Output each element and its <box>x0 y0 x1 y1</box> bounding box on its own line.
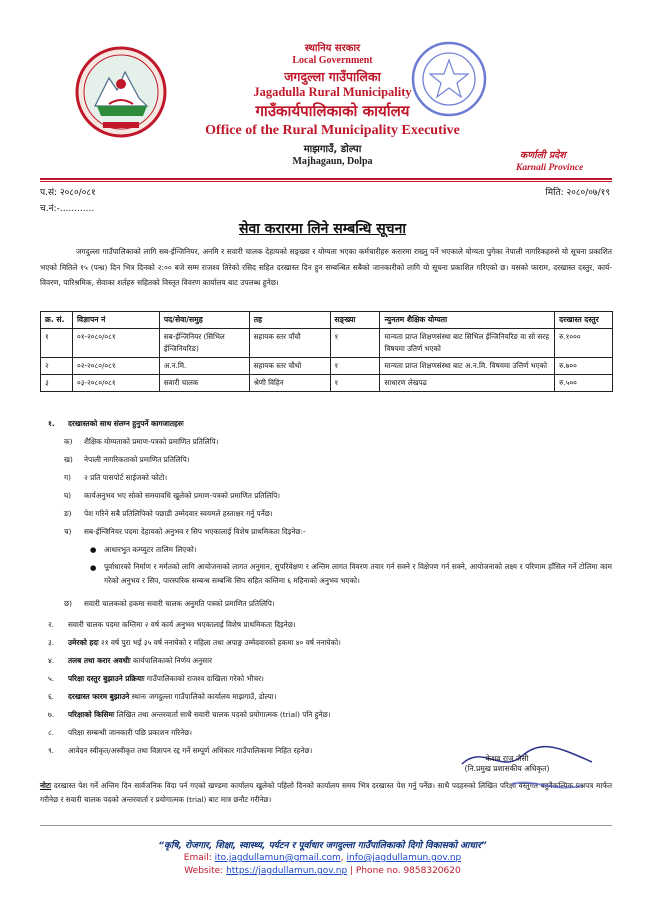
point-number: ४. <box>48 656 55 665</box>
doc-item-key: च) <box>64 527 72 536</box>
table-header-cell: क्र. सं. <box>41 312 73 329</box>
doc-item-text: २ प्रति पासपोर्ट साईजको फोटो। <box>84 473 168 482</box>
footer-website-line: Website: https://jagdullamun.gov.np | Phone no. 9858320620 <box>184 866 461 876</box>
point-number: ६. <box>48 692 55 701</box>
doc-item-key: छ) <box>64 599 72 608</box>
dispatch-number: च.नं:-............ <box>40 204 95 214</box>
table-cell: १ <box>330 329 380 358</box>
point-number: ९. <box>48 746 55 755</box>
point-number: २. <box>48 620 55 629</box>
point-number: ७. <box>48 710 55 719</box>
table-header-row <box>41 312 613 329</box>
website-link[interactable]: https://jagdullamun.gov.np <box>226 866 348 876</box>
header-office-np: गाउँकार्यपालिकाको कार्यालय <box>255 102 410 120</box>
table-cell: ०३-२०८०/०८१ <box>72 375 159 392</box>
table-cell: ०१-२०८०/०८१ <box>72 329 159 358</box>
bullet-item-text: आधारभुत कम्प्युटर तालिम लिएको। <box>104 545 197 554</box>
table-cell: श्रेणी विहिन <box>249 375 330 392</box>
point-text: परिक्षा दस्तुर बुझाउने प्रक्रियाः गाउँपालिकाको राजश्व दाखिला गरेको भौचर। <box>68 674 264 683</box>
doc-item-text: कार्यअनुभव भए सोको समयावधि खुलेको प्रमाण-पत्रको प्रमाणित प्रतिलिपि। <box>84 491 281 500</box>
table-header-cell: न्युनतम शैक्षिक योग्यता <box>380 312 555 329</box>
point-number: ३. <box>48 638 55 647</box>
doc-item-key: ङ) <box>64 509 72 518</box>
province-name-np: कर्णाली प्रदेश <box>520 150 566 161</box>
header-local-gov-en: Local Government <box>292 55 373 66</box>
bullet-icon: ● <box>90 545 97 554</box>
footer-email-line: Email: ito.jagdullamun@gmail.com, info@jagdullamun.gov.np <box>183 853 462 863</box>
doc-item-text: शैक्षिक योग्यताको प्रमाण-पत्रको प्रमाणित प्रतिलिपि। <box>84 437 219 446</box>
table-cell: अ.न.मि. <box>159 358 249 375</box>
nepal-emblem-icon <box>73 44 169 140</box>
point-text: आवेदन स्वीकृत/अस्वीकृत तथा विज्ञापन रद्द गर्ने सम्पूर्ण अधिकार गाउँपालिकामा निहित रहनेछ। <box>68 746 313 755</box>
header-local-gov-np: स्थानिय सरकार <box>304 43 361 54</box>
table-header-cell: तह <box>249 312 330 329</box>
footer-divider <box>40 825 612 826</box>
point-number: ८. <box>48 728 55 737</box>
header-office-en: Office of the Rural Municipality Executive <box>205 123 460 138</box>
bullet-item-text: पूर्वाधारको निर्माण र मर्मतको लागि आयोजनाको लागत अनुमान, सुपरिवेक्षण र अन्तिम लागत विवरण तयार गर्न सक्ने र विक्षेपण गर्न सक्ने, आयोजनाको लक्ष्य र परिणाम हाँसिल गर्ने टोलिमा काम गरेको अनुभव र सिप, पारस्परिक सम्बन्ध सम्बन्धि सिप सहित कम्तिमा ६ महिनाको अनुभव भएको। <box>104 562 612 585</box>
doc-item-key: ग) <box>64 473 71 482</box>
table-row <box>41 375 613 392</box>
docs-heading-number: १. <box>48 419 55 428</box>
table-cell: रु.५०० <box>555 375 613 392</box>
signatory-block <box>442 754 572 774</box>
point-text: उमेरको हदः २१ वर्ष पुरा भई ३५ वर्ष ननाघेको र महिला तथा अपाङ्ग उम्मेदवारको हकमा ४० वर्ष ननाघेको। <box>68 638 341 647</box>
table-cell: १ <box>330 375 380 392</box>
doc-item-key: घ) <box>64 491 72 500</box>
table-row <box>41 329 613 358</box>
note-paragraph: नोटः दरखास्त पेश गर्ने अन्तिम दिन सार्वजनिक विदा पर्न गएको खण्डमा कार्यालय खुलेको पहिलो दिनको कार्यालय समय भित्र दरखास्त पेश गर्नु पर्नेछ। साथै पदहरुको लिखित परिक्षा वस्तुगत बहुवैकल्पिक प्रश्नपत्र मार्फत गरीनेछ र सवारी चालक पदको अन्तरवार्ता र प्रयोगात्मक (trial) बाट मात्र छनौट गरीनेछ। <box>40 781 612 804</box>
table-cell: मान्यता प्राप्त शिक्षणसंस्था बाट सिभिल ईन्जिनियरिङ वा सो सरह विषयमा उतिर्ण भएको <box>380 329 555 358</box>
header-address-np: माझगाउँ, डोल्पा <box>303 144 362 155</box>
email-link-2[interactable]: info@jagdullamun.gov.np <box>346 853 462 863</box>
table-cell: साधारण लेखपढ <box>380 375 555 392</box>
table-cell: २ <box>41 358 73 375</box>
point-text: दरखास्त फारम बुझाउने स्थानः जगदुल्ला गाउँपालिको कार्यालय माझगाउँ, डोल्पा। <box>68 692 277 701</box>
table-row <box>41 358 613 375</box>
point-text: सवारी चालक पदमा कम्तिमा २ वर्ष कार्य अनुभव भएकालाई विशेष प्राथमिकता दिइनेछ। <box>68 620 296 629</box>
table-cell: मान्यता प्राप्त शिक्षणसंस्था बाट अ.न.मि. विषयमा उत्तिर्ण भएको <box>380 358 555 375</box>
vacancy-table <box>40 311 613 392</box>
table-header-cell: पद/सेवा/समुह <box>159 312 249 329</box>
doc-item-key: क) <box>64 437 73 446</box>
header-municipality-np: जगदुल्ला गाउँपालिका <box>284 69 381 84</box>
bullet-icon: ● <box>90 563 97 572</box>
office-seal-stamp <box>404 36 494 122</box>
point-text: परिक्षाको किसिमः लिखित तथा अन्तरवार्ता साथै सवारी चालक पदको प्रयोगात्मक (trial) पनि हुनेछ। <box>68 710 331 719</box>
table-header-cell: विज्ञापन नं <box>72 312 159 329</box>
table-cell: रु.१००० <box>555 329 613 358</box>
point-text: परिक्षा सम्बन्धी जानकारी पछि प्रकाशन गरिनेछ। <box>68 728 193 737</box>
point-text: तलब तथा करार अवधीः कार्यपालिकाको निर्णय अनुसार <box>68 656 212 665</box>
doc-item-text: सब-ईन्जिनियर पदमा देहायको अनुभव र सिप भएकालाई विशेष प्राथमिकता दिइनेछ:- <box>84 527 306 536</box>
signatory-name: केशव राज जैसी <box>485 754 529 763</box>
letter-date: मिति: २०८०/०७/१९ <box>545 188 610 198</box>
header-municipality-en: Jagadulla Rural Municipality <box>253 85 412 99</box>
table-cell: सवारी चालक <box>159 375 249 392</box>
table-header-cell: सङ्ख्या <box>330 312 380 329</box>
header-divider <box>40 178 612 180</box>
doc-item-text: सवारी चालकको हकमा सवारी चालक अनुमति पत्रको प्रमाणित प्रतिलिपि। <box>84 599 275 608</box>
table-cell: ३ <box>41 375 73 392</box>
province-name-en: Karnali Province <box>516 163 584 173</box>
footer-slogan: “कृषि, रोजगार, शिक्षा, स्वास्थ्य, पर्यटन र पूर्वाधार जगदुल्ला गाउँपालिकाको दिगो विकासको आधार” <box>158 841 487 851</box>
table-cell: रु.७०० <box>555 358 613 375</box>
notice-title: सेवा करारमा लिने सम्बन्धि सूचना <box>239 221 406 237</box>
header-divider-thin <box>40 181 612 182</box>
email-link-1[interactable]: ito.jagdullamun@gmail.com <box>214 853 341 863</box>
doc-item-key: ख) <box>64 455 73 464</box>
table-cell: सहायक स्तर पाँचौ <box>249 329 330 358</box>
point-number: ५. <box>48 674 55 683</box>
table-header-cell: दरखास्त दस्तुर <box>555 312 613 329</box>
doc-item-text: पेश गरिने सबै प्रतिलिपिको पछाडी उम्मेदवार स्वयमले हस्ताक्षर गर्नु पर्नेछ। <box>84 509 273 518</box>
table-cell: सब-ईन्जिनियर (सिभिल ईन्जिनियरिङ) <box>159 329 249 358</box>
doc-item-text: नेपाली नागरिकताको प्रमाणित प्रतिलिपि। <box>84 455 190 464</box>
header-address-en: Majhagaun, Dolpa <box>292 156 373 167</box>
signatory-title: (नि.प्रमुख प्रशासकीय अधिकृत) <box>464 764 550 773</box>
docs-heading: दरखास्तको साथ संलग्न हुनुपर्ने कागजातहरुः <box>68 419 184 428</box>
table-cell: १ <box>330 358 380 375</box>
table-cell: १ <box>41 329 73 358</box>
intro-paragraph: जगदुल्ला गाउँपालिकाको लागि सब-ईन्जिनियर, अनमि र सवारी चालक देहायको सङ्ख्या र योग्यता भएका कर्मचारीहरु करारमा राख्नु पर्ने भएकाले योग्यता पुगेका नेपाली नागरिकहरुसे यो सूचना प्रकाशित भएको मितिले १५ (पन्ध्र) दिन भित्र दिनको २:०० बजे सम्म राजश्व तिरेको रसिद सहित दरखास्त दिन हुन सम्बन्धित सबैको जानकारीको लागि यो सूचना प्रकाशित गरिएको छ। यसको फाराम, दरखास्त दस्तुर, कार्य- विवरण, पारिश्रमिक, सेवाका शर्तहरु सहितको विस्तृत विवरण कार्यालय बाट उपलब्ध हुनेछ। <box>40 247 612 287</box>
table-cell: सहायक स्तर चौथो <box>249 358 330 375</box>
letter-number: प.सं: २०८०/०८१ <box>40 188 96 198</box>
table-cell: ०२-२०८०/०८१ <box>72 358 159 375</box>
